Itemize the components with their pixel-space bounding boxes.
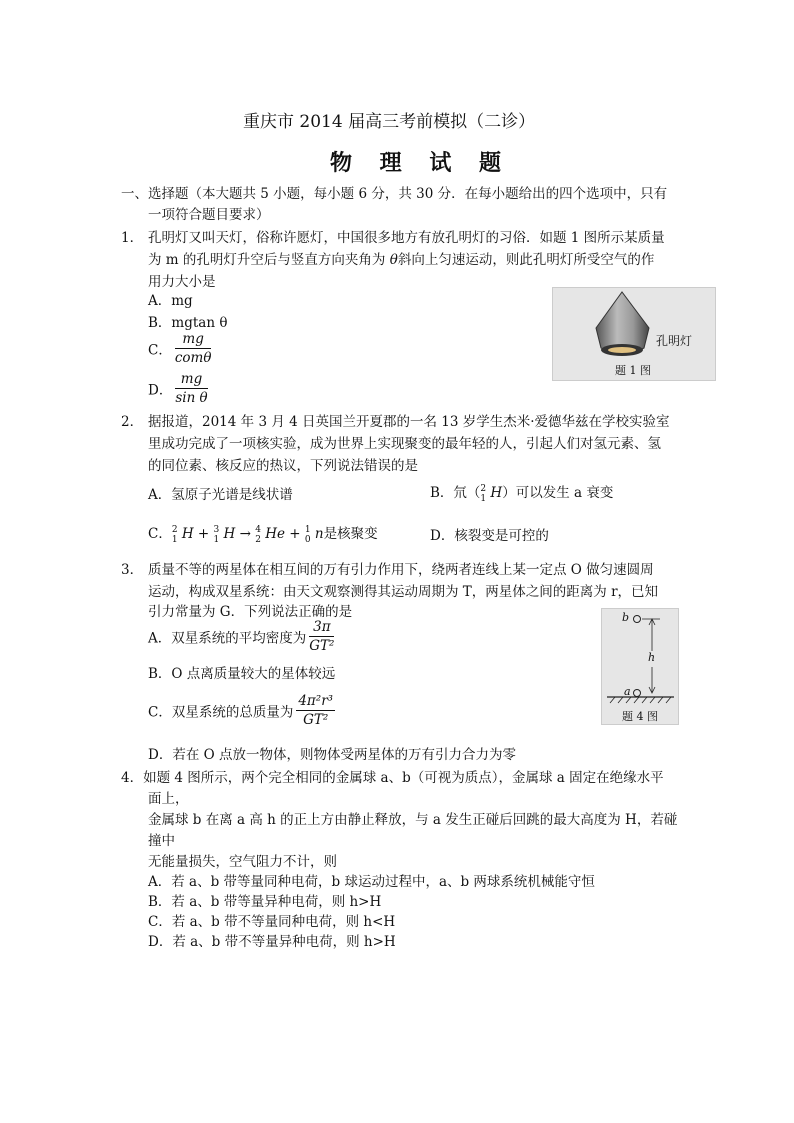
exam-title: 重庆市 2014 届高三考前模拟（二诊） <box>243 112 536 132</box>
height-h-label: h <box>648 651 656 664</box>
q2-option-c <box>148 522 378 545</box>
q1-line2 <box>148 248 654 268</box>
deuterium-letter: H <box>490 485 503 501</box>
q3-line3: 引力常量为 G．下列说法正确的是 <box>148 604 353 620</box>
q4-line1: 4．如题 4 图所示，两个完全相同的金属球 a、b（可视为质点），金属球 a 固定在绝缘水平 <box>121 770 664 786</box>
figure4-caption: 题 4 图 <box>622 710 658 723</box>
q1-option-d-numerator: mg <box>175 370 207 389</box>
q1-option-d-label: D． <box>148 382 173 399</box>
q1-option-c-denominator: comθ <box>174 350 212 366</box>
q3-option-c-numerator: 4π²r³ <box>298 693 334 709</box>
subject-title: 物 理 试 题 <box>330 150 511 176</box>
q1-option-d-fraction <box>175 370 207 407</box>
ball-a-label: a <box>624 685 631 698</box>
q1-option-d <box>148 370 211 407</box>
q4-line3: 金属球 b 在离 a 高 h 的正上方由静止释放，与 a 发生正碰后回跳的最大高度为 H，若碰 <box>148 812 678 828</box>
q3-option-c-fraction <box>296 692 335 729</box>
q3-option-c-denominator: GT² <box>303 712 329 728</box>
q2-option-c-label: C． <box>148 526 172 542</box>
balls-diagram <box>602 609 678 724</box>
q1-option-c-fraction <box>175 330 212 367</box>
q2-number: 2． <box>121 414 144 430</box>
q1-option-c-numerator: mg <box>175 330 212 349</box>
q3-number: 3． <box>121 562 144 578</box>
lantern-figure <box>552 287 716 381</box>
q2-option-c-post: 是核聚变 <box>323 526 378 542</box>
q4-line5: 无能量损失，空气阻力不计，则 <box>148 854 337 870</box>
q2-option-a: A．氢原子光谱是线状谱 <box>148 487 293 503</box>
q1-line2b: 斜向上匀速运动，则此孔明灯所受空气的作 <box>397 252 655 268</box>
q3-option-d: D．若在 O 点放一物体，则物体受两星体的万有引力合力为零 <box>148 747 516 763</box>
q1-number: 1． <box>121 230 144 246</box>
q3-option-b: B．O 点离质量较大的星体较远 <box>148 666 336 682</box>
q4-option-b: B．若 a、b 带等量异种电荷，则 h>H <box>148 894 382 910</box>
ball-b-label: b <box>622 611 630 624</box>
q4-option-c: C．若 a、b 带不等量同种电荷，则 h<H <box>148 914 396 930</box>
theta-symbol: θ <box>389 252 398 268</box>
q2-option-b-post: ）可以发生 a 衰变 <box>502 485 614 501</box>
q1-option-c <box>148 330 214 367</box>
q3-line2: 运动，构成双星系统：由天文观察测得其运动周期为 T，两星体之间的距离为 r，已知 <box>148 584 659 600</box>
q4-option-a: A．若 a、b 带等量同种电荷，b 球运动过程中，a、b 两球系统机械能守恒 <box>148 874 595 890</box>
q2-option-b <box>430 481 613 504</box>
q3-option-a <box>148 618 337 655</box>
q3-option-a-denominator: GT² <box>309 638 335 654</box>
deuterium-symbol: 2 1 <box>480 483 487 504</box>
q3-option-c <box>148 692 338 729</box>
q3-option-a-numerator: 3π <box>309 618 334 637</box>
q1-option-b: B．mgtan θ <box>148 315 228 331</box>
q3-line1: 质量不等的两星体在相互间的万有引力作用下，绕两者连线上某一定点 O 做匀速圆周 <box>148 562 654 578</box>
q3-option-a-fraction <box>309 618 334 655</box>
figure1-caption: 题 1 图 <box>615 364 651 377</box>
q2-option-b-pre: B．氘（ <box>430 485 481 501</box>
q4-option-d: D．若 a、b 带不等量异种电荷，则 h>H <box>148 934 396 950</box>
q1-option-c-label: C． <box>148 342 172 359</box>
q4-line4: 撞中 <box>148 833 175 849</box>
section-heading-line2: 一项符合题目要求） <box>148 207 270 223</box>
balls-figure <box>601 608 679 725</box>
q1-line2a: 为 m 的孔明灯升空后与竖直方向夹角为 <box>148 252 390 268</box>
q2-option-d: D．核裂变是可控的 <box>430 528 549 544</box>
q2-line3: 的同位素、核反应的热议，下列说法错误的是 <box>148 458 418 474</box>
q2-line2: 里成功完成了一项核实验，成为世界上实现聚变的最年轻的人，引起人们对氢元素、氢 <box>148 436 661 452</box>
q1-line1: 孔明灯又叫天灯，俗称许愿灯，中国很多地方有放孔明灯的习俗．如题 1 图所示某质量 <box>148 230 665 246</box>
q4-line2: 面上， <box>148 791 189 807</box>
section-heading-line1: 一、选择题（本大题共 5 小题，每小题 6 分，共 30 分．在每小题给出的四个选项中，只有 <box>121 186 668 202</box>
q1-line3: 用力大小是 <box>148 274 216 290</box>
q1-option-d-denominator: sin θ <box>175 390 208 406</box>
fusion-equation: 2 1 H + 3 1 H → 4 2 He + 1 0 n <box>171 524 324 545</box>
q3-option-c-text: C．双星系统的总质量为 <box>148 704 294 721</box>
q2-line1: 据报道，2014 年 3 月 4 日英国兰开夏郡的一名 13 岁学生杰米·爱德华兹在学校实验室 <box>148 414 670 430</box>
q3-option-a-text: A．双星系统的平均密度为 <box>148 630 307 647</box>
lantern-label: 孔明灯 <box>656 334 693 348</box>
q1-option-a: A．mg <box>148 293 193 309</box>
